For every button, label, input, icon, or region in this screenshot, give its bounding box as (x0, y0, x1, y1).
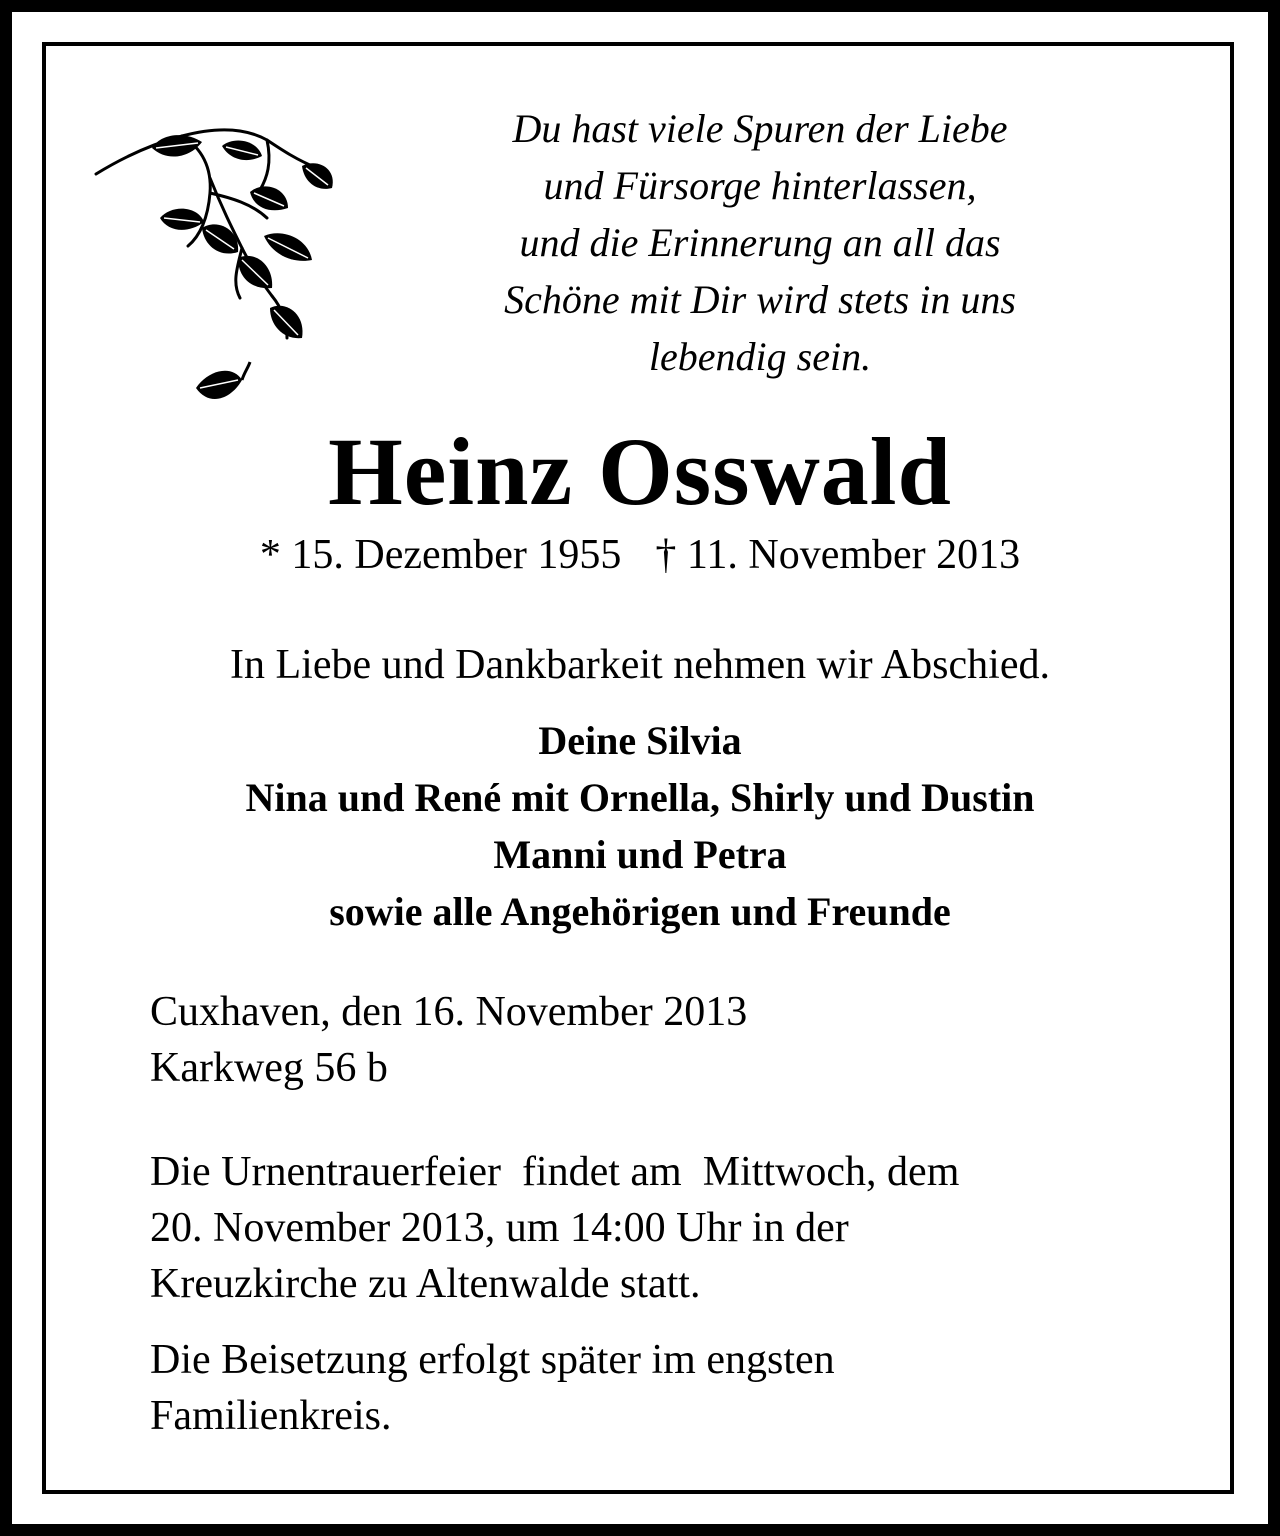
death-date: † 11. November 2013 (655, 532, 1021, 578)
place-date: Cuxhaven, den 16. November 2013 (150, 989, 748, 1035)
address: Karkweg 56 b (150, 1045, 388, 1091)
memorial-poem (400, 100, 1120, 385)
poem-line: Du hast viele Spuren der Liebe (512, 106, 1008, 151)
mourner-line: Manni und Petra (493, 832, 787, 877)
ceremony-line: Kreuzkirche zu Altenwalde statt. (150, 1261, 701, 1307)
ceremony-notice (150, 1144, 1150, 1312)
birth-date: * 15. Dezember 1955 (259, 532, 622, 578)
mourners-list (0, 712, 1280, 940)
burial-notice (150, 1332, 1150, 1444)
mourner-line: sowie alle Angehörigen und Freunde (329, 889, 951, 934)
mourner-line: Nina und René mit Ornella, Shirly und Dustin (245, 775, 1035, 820)
ceremony-line: 20. November 2013, um 14:00 Uhr in der (150, 1205, 849, 1251)
place-and-address (150, 984, 1150, 1096)
burial-line: Die Beisetzung erfolgt später im engsten (150, 1337, 835, 1383)
deceased-name: Heinz Osswald (328, 418, 952, 525)
life-dates (0, 530, 1280, 580)
burial-line: Familienkreis. (150, 1393, 392, 1439)
birch-branch-icon (92, 118, 352, 418)
farewell-text: In Liebe und Dankbarkeit nehmen wir Abschied. (230, 642, 1050, 688)
poem-line: lebendig sein. (648, 334, 872, 379)
mourner-line: Deine Silvia (538, 718, 742, 763)
poem-line: und die Erinnerung an all das (519, 220, 1001, 265)
poem-line: Schöne mit Dir wird stets in uns (504, 277, 1016, 322)
ceremony-line: Die Urnentrauerfeier findet am Mittwoch, dem (150, 1149, 960, 1195)
poem-line: und Fürsorge hinterlassen, (543, 163, 977, 208)
